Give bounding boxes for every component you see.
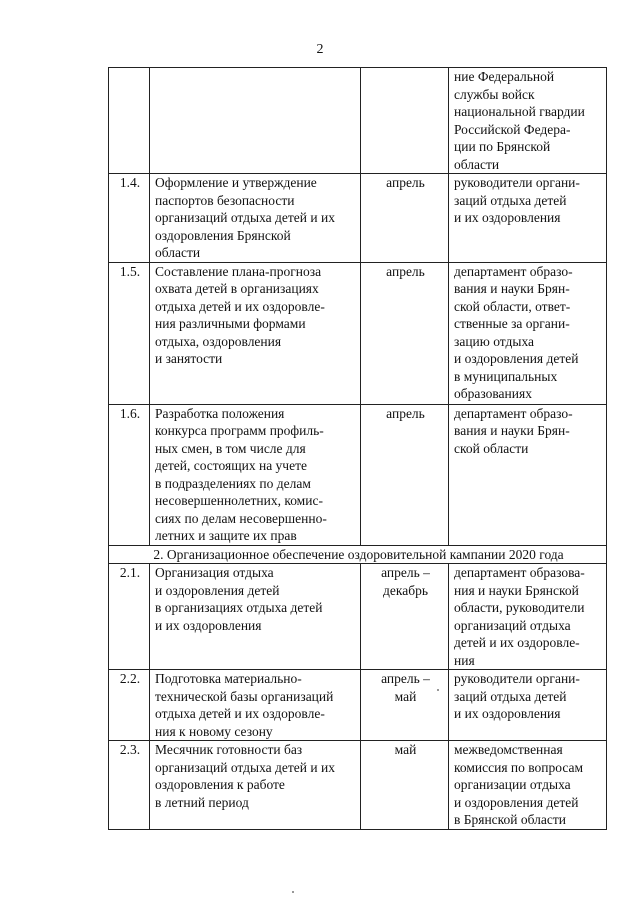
row-number-cell	[109, 68, 150, 174]
section-title: 2. Организационное обеспечение оздоровительной кампании 2020 года	[109, 545, 607, 564]
row-number-cell: 1.4.	[109, 174, 150, 263]
event-cell: Месячник готовности баз организаций отдыха детей и их оздоровления к работе в летний период	[150, 741, 361, 830]
table-row	[109, 404, 607, 545]
term-cell: апрель – декабрь	[361, 564, 449, 670]
row-number-cell: 1.6.	[109, 404, 150, 545]
responsible-cell: департамент образо- вания и науки Брян- ской области, ответ- ственные за органи- зацию отдыха и оздоровления детей в муниципальных образованиях	[449, 262, 607, 404]
event-cell: Составление плана-прогноза охвата детей в организациях отдыха детей и их оздоровле- ния различными формами отдыха, оздоровления и занятости	[150, 262, 361, 404]
term-cell	[361, 68, 449, 174]
term-cell: май	[361, 741, 449, 830]
row-number-cell: 2.3.	[109, 741, 150, 830]
table-row-continuation	[109, 68, 607, 174]
term-cell: апрель	[361, 174, 449, 263]
term-cell: апрель	[361, 404, 449, 545]
events-table	[108, 67, 607, 830]
page-number: 2	[316, 42, 324, 57]
scan-speck	[292, 891, 294, 893]
section-header-row	[109, 545, 607, 564]
term-cell: апрель	[361, 262, 449, 404]
responsible-cell: руководители органи- заций отдыха детей и их оздоровления	[449, 174, 607, 263]
event-cell: Подготовка материально- технической базы организаций отдыха детей и их оздоровле- ния к новому сезону	[150, 670, 361, 741]
responsible-cell: департамент образова- ния и науки Брянской области, руководители организаций отдыха детей и их оздоровле- ния	[449, 564, 607, 670]
event-cell: Организация отдыха и оздоровления детей в организациях отдыха детей и их оздоровления	[150, 564, 361, 670]
table-row	[109, 564, 607, 670]
table-row	[109, 262, 607, 404]
row-number-cell: 2.1.	[109, 564, 150, 670]
term-cell: апрель – май	[361, 670, 449, 741]
responsible-cell: ние Федеральной службы войск национальной гвардии Российской Федера- ции по Брянской области	[449, 68, 607, 174]
table-row	[109, 174, 607, 263]
responsible-cell: руководители органи- заций отдыха детей и их оздоровления	[449, 670, 607, 741]
row-number-cell: 2.2.	[109, 670, 150, 741]
event-cell: Оформление и утверждение паспортов безопасности организаций отдыха детей и их оздоровления Брянской области	[150, 174, 361, 263]
responsible-cell: межведомственная комиссия по вопросам организации отдыха и оздоровления детей в Брянской области	[449, 741, 607, 830]
table-row	[109, 741, 607, 830]
scan-speck	[437, 689, 439, 691]
event-cell: Разработка положения конкурса программ профиль- ных смен, в том числе для детей, состоящих на учете в подразделениях по делам несовершеннолетних, комис- сиях по делам несовершенно- летних и защите их прав	[150, 404, 361, 545]
row-number-cell: 1.5.	[109, 262, 150, 404]
table-row	[109, 670, 607, 741]
responsible-cell: департамент образо- вания и науки Брян- ской области	[449, 404, 607, 545]
event-cell	[150, 68, 361, 174]
